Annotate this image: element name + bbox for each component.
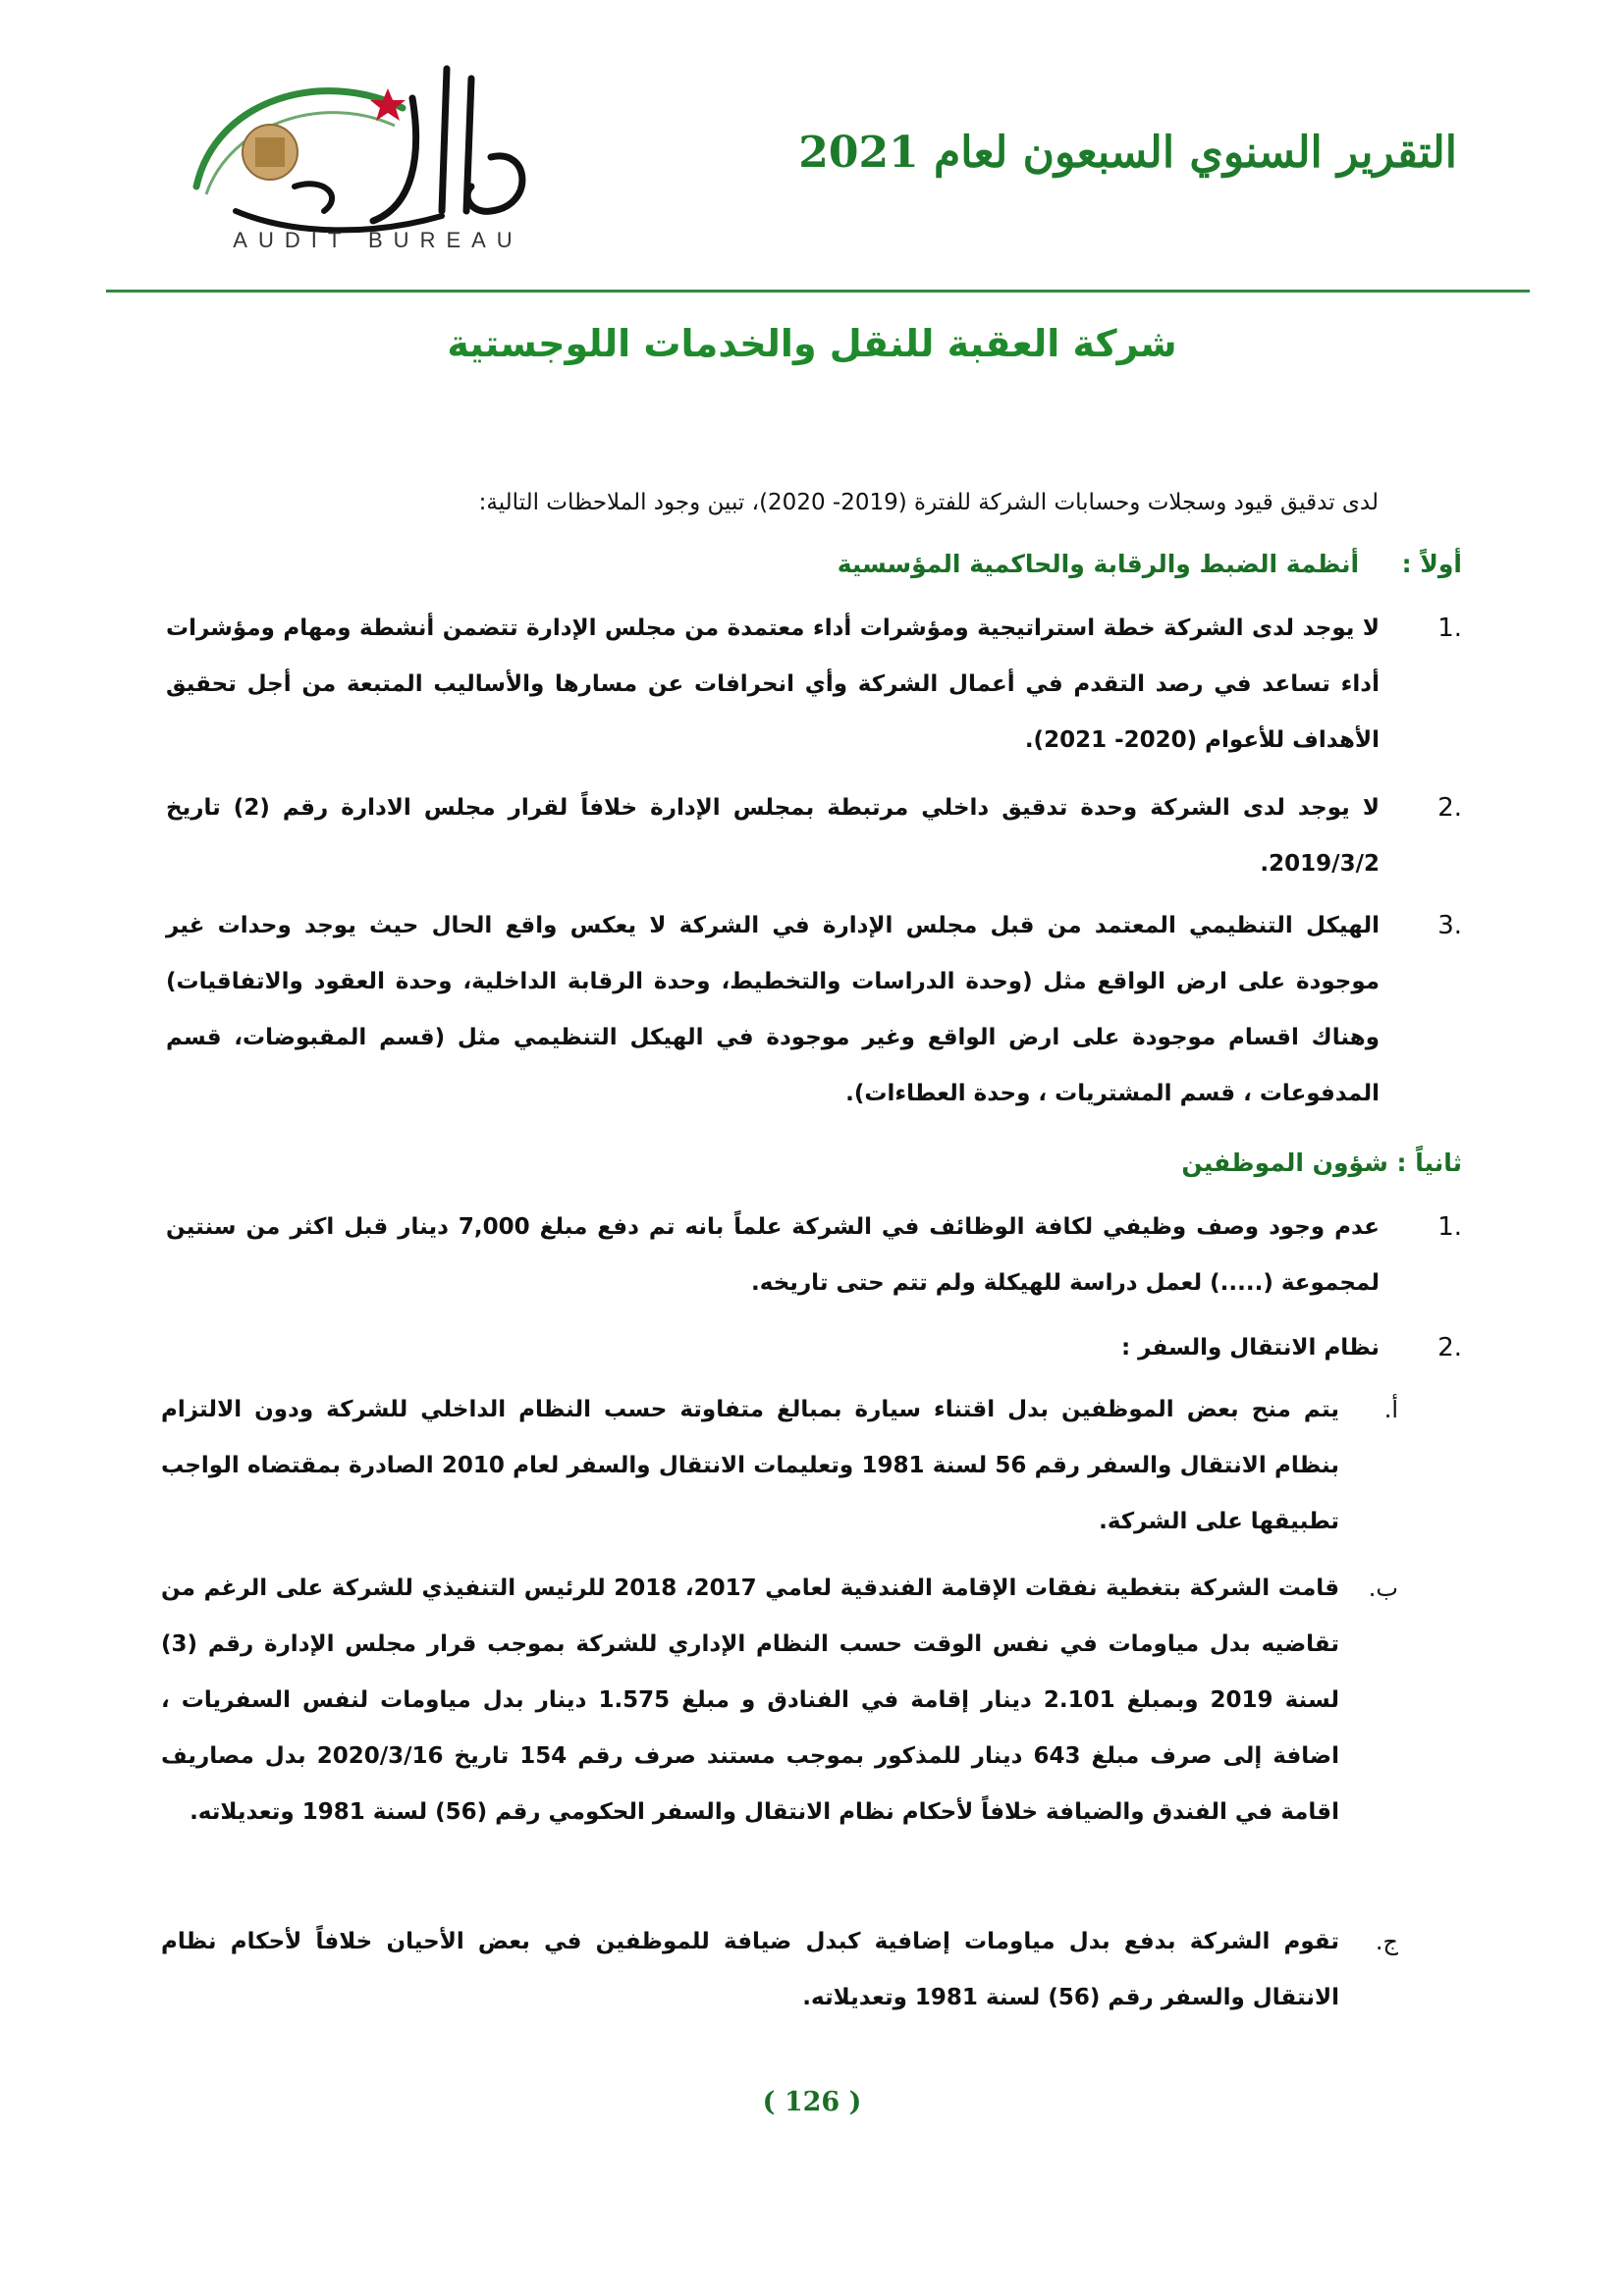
document-title: شركة العقبة للنقل والخدمات اللوجستية xyxy=(447,322,1177,365)
report-header-title xyxy=(798,128,1457,178)
item-text: لا يوجد لدى الشركة وحدة تدقيق داخلي مرتبطة بمجلس الإدارة خلافاً لقرار مجلس الادارة رقم (2) تاريخ 2019/3/2. xyxy=(166,795,1380,877)
item-text: الهيكل التنظيمي المعتمد من قبل مجلس الإدارة في الشركة لا يعكس واقع الحال حيث يوجد وحدات غير موجودة على ارض الواقع مثل (وحدة الدراسات والتخطيط، وحدة الرقابة الداخلية، وحدة العقود والاتفاقيات) وهناك اقسام موجودة على ارض الواقع وغير موجودة في الهيكل التنظيمي مثل (قسم المقبوضات، قسم المدفوعات ، قسم المشتريات ، وحدة العطاءات). xyxy=(166,913,1380,1106)
logo-caption: AUDIT BUREAU xyxy=(233,228,523,252)
item-marker: .2 xyxy=(1437,1333,1462,1362)
subitem-marker: ج. xyxy=(1375,1928,1398,1955)
section-2-subitem-b xyxy=(161,1561,1398,1841)
section-2-subitem-c xyxy=(161,1914,1398,2026)
item-text: لا يوجد لدى الشركة خطة استراتيجية ومؤشرات أداء معتمدة من مجلس الإدارة تتضمن أنشطة ومهام ومؤشرات أداء تساعد في رصد التقدم في أعمال الشركة وأي انحرافات عن مسارها والأساليب المتبعة من أجل تحقيق الأهداف للأعوام (2020- 2021). xyxy=(166,615,1380,753)
section-2-heading xyxy=(1181,1148,1462,1177)
section-2-number: ثانياً : xyxy=(1396,1148,1462,1177)
section-1-number: أولاً : xyxy=(1401,550,1462,578)
report-title: التقرير السنوي السبعون لعام xyxy=(934,128,1457,178)
section-1-item-2 xyxy=(166,780,1462,892)
subitem-marker: أ. xyxy=(1383,1396,1398,1423)
item-marker: .3 xyxy=(1437,911,1462,940)
section-1-item-1 xyxy=(166,601,1462,769)
section-2-item-1 xyxy=(166,1200,1462,1311)
section-1-title: أنظمة الضبط والرقابة والحاكمية المؤسسية xyxy=(837,550,1360,578)
item-marker: .1 xyxy=(1437,1212,1462,1242)
section-1-item-3 xyxy=(166,898,1462,1122)
item-marker: .1 xyxy=(1437,614,1462,643)
item-text: نظام الانتقال والسفر : xyxy=(1120,1335,1380,1361)
section-2-item-2 xyxy=(166,1320,1462,1376)
section-1-heading xyxy=(838,550,1462,578)
header-divider xyxy=(106,290,1530,293)
item-marker: .2 xyxy=(1437,793,1462,823)
page-number: ( 126 ) xyxy=(762,2087,862,2117)
subitem-text: يتم منح بعض الموظفين بدل اقتناء سيارة بمبالغ متفاوتة حسب النظام الداخلي للشركة ودون الالتزام بنظام الانتقال والسفر رقم 56 لسنة 1981 وتعليمات الانتقال والسفر لعام 2010 الصادرة بمقتضاه الواجب تطبيقها على الشركة. xyxy=(161,1397,1339,1534)
section-2-subitem-a xyxy=(161,1382,1398,1550)
item-text: عدم وجود وصف وظيفي لكافة الوظائف في الشركة علماً بانه تم دفع مبلغ 7,000 دينار قبل اكثر من سنتين لمجموعة (.....) لعمل دراسة للهيكلة ولم تتم حتى تاريخه. xyxy=(166,1214,1380,1296)
section-2-title: شؤون الموظفين xyxy=(1181,1148,1388,1177)
report-year: 2021 xyxy=(798,128,919,178)
intro-paragraph: لدى تدقيق قيود وسجلات وحسابات الشركة للفترة (2019- 2020)، تبين وجود الملاحظات التالية: xyxy=(478,490,1379,515)
subitem-text: تقوم الشركة بدفع بدل مياومات إضافية كبدل ضيافة للموظفين في بعض الأحيان خلافاً لأحكام نظام الانتقال والسفر رقم (56) لسنة 1981 وتعديلاته. xyxy=(161,1929,1339,2010)
subitem-text: قامت الشركة بتغطية نفقات الإقامة الفندقية لعامي 2017، 2018 للرئيس التنفيذي للشركة على الرغم من تقاضيه بدل مياومات في نفس الوقت حسب النظام الإداري للشركة بموجب قرار مجلس الإدارة رقم (3) لسنة 2019 وبمبلغ 2.101 دينار إقامة في الفنادق و مبلغ 1.575 دينار بدل مياومات لنفس السفريات ، اضافة إلى صرف مبلغ 643 دينار للمذكور بموجب مستند صرف رقم 154 تاريخ 2020/3/16 بدل مصاريف اقامة في الفندق والضيافة خلافاً لأحكام نظام الانتقال والسفر الحكومي رقم (56) لسنة 1981 وتعديلاته. xyxy=(161,1575,1340,1825)
subitem-marker: ب. xyxy=(1368,1575,1398,1602)
